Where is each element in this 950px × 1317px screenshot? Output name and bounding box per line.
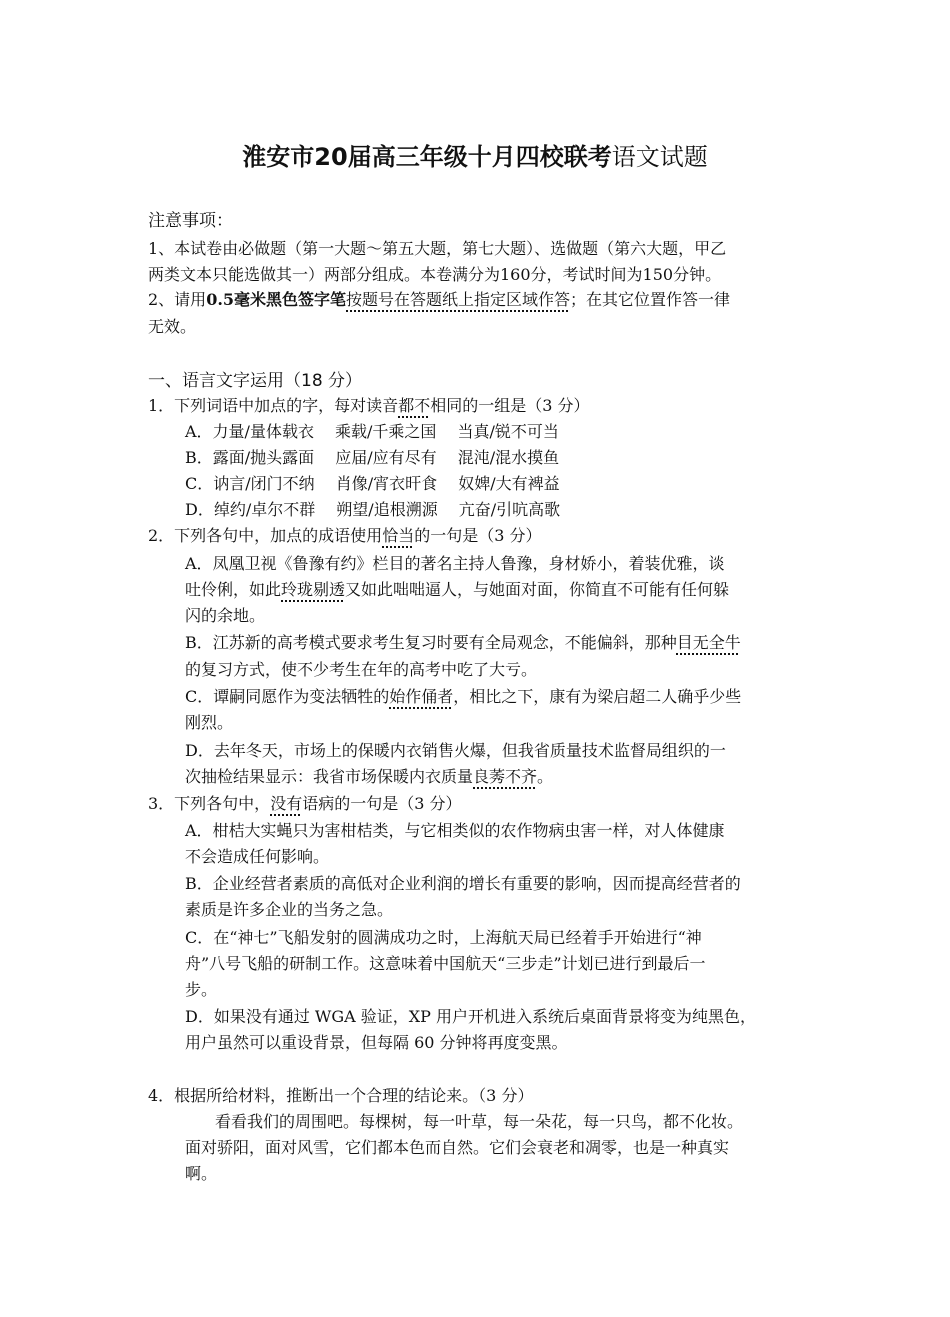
exam-title — [0, 137, 950, 172]
q1-stem-pre: 1．下列词语中加点的字，每对读音 — [148, 396, 399, 415]
q1-stem-post: 相同的一组是（3 分） — [430, 396, 590, 415]
q2-c1-pre: C．谭嗣同愿作为变法牺牲的 — [185, 687, 390, 706]
q2-c1-dot: 始作俑者 — [389, 687, 454, 706]
q2-b-line2: 的复习方式，使不少考生在年的高考中吃了大亏。 — [185, 660, 538, 679]
q2-stem-pre: 2．下列各句中，加点的成语使用 — [148, 526, 383, 545]
q2-c-line2: 刚烈。 — [185, 713, 234, 732]
q3-b-line1: B．企业经营者素质的高低对企业利润的增长有重要的影响，因而提高经营者的 — [185, 874, 741, 893]
q2-a-line3: 闪的余地。 — [185, 606, 266, 625]
q3-stem-pre: 3．下列各句中， — [148, 794, 271, 813]
q1-stem-dot: 都不 — [398, 396, 431, 415]
q1-option-a: A．力量/量体载衣 乘载/千乘之国 当真/锐不可当 — [185, 422, 559, 441]
q3-a-line2: 不会造成任何影响。 — [185, 847, 330, 866]
q3-b-line2: 素质是许多企业的当务之急。 — [185, 900, 394, 919]
q2-b-line1 — [185, 632, 741, 654]
notice-item2-dotted: 按题号在答题纸上指定区域作答 — [346, 290, 571, 309]
q1-option-b: B．露面/抛头露面 应届/应有尽有 混沌/混水摸鱼 — [185, 448, 560, 467]
q2-a2-dot: 玲珑剔透 — [281, 580, 346, 599]
exam-title-normal: 语文试题 — [611, 143, 708, 171]
q3-d-line1: D．如果没有通过 WGA 验证，XP 用户开机进入系统后桌面背景将变为纯黑色， — [185, 1007, 757, 1026]
q3-a-line1: A．柑桔大实蝇只为害柑桔类，与它相类似的农作物病虫害一样，对人体健康 — [185, 821, 725, 840]
q2-d2-post: 。 — [537, 767, 554, 786]
q2-d2-pre: 次抽检结果显示：我省市场保暖内衣质量 — [185, 767, 474, 786]
exam-title-bold: 淮安市20届高三年级十月四校联考 — [242, 143, 612, 171]
q4-passage-line2: 面对骄阳，面对风雪，它们都本色而自然。它们会衰老和凋零，也是一种真实 — [185, 1138, 730, 1157]
q3-stem — [148, 793, 461, 815]
q2-a2-pre: 吐伶俐，如此 — [185, 580, 282, 599]
q2-d2-dot: 良莠不齐 — [473, 767, 538, 786]
q2-c1-post: ，相比之下，康有为梁启超二人确乎少些 — [453, 687, 742, 706]
notice-item2-bold: 0.5毫米黑色签字笔 — [206, 290, 347, 309]
notice-item1-line2: 两类文本只能选做其一）两部分组成。本卷满分为160分，考试时间为150分钟。 — [148, 265, 722, 284]
notice-item2-line1 — [148, 289, 730, 311]
q3-d-line2: 用户虽然可以重设背景，但每隔 60 分钟将再度变黑。 — [185, 1033, 568, 1052]
q3-c-line2: 舟”八号飞船的研制工作。这意味着中国航天“三步走”计划已进行到最后一 — [185, 954, 706, 973]
q1-option-c: C．讷言/闭门不纳 肖像/宵衣旰食 奴婢/大有裨益 — [185, 474, 560, 493]
notice-item2-pre: 2、请用 — [148, 290, 207, 309]
q1-option-d: D．绰约/卓尔不群 朔望/追根溯源 亢奋/引吭高歌 — [185, 500, 561, 519]
q2-a-line2 — [185, 579, 729, 601]
q3-stem-post: 语病的一句是（3 分） — [302, 794, 462, 813]
q3-stem-dot: 没有 — [270, 794, 303, 813]
q3-c-line1: C．在“神七”飞船发射的圆满成功之时，上海航天局已经着手开始进行“神 — [185, 928, 702, 947]
q2-a-line1: A．凤凰卫视《鲁豫有约》栏目的著名主持人鲁豫，身材娇小，着装优雅，谈 — [185, 554, 725, 573]
q4-passage-line1: 看看我们的周围吧。每棵树，每一叶草，每一朵花，每一只鸟，都不化妆。 — [215, 1112, 744, 1131]
q2-d-line1: D．去年冬天，市场上的保暖内衣销售火爆，但我省质量技术监督局组织的一 — [185, 741, 726, 760]
q1-stem — [148, 395, 589, 417]
notice-item2-line2: 无效。 — [148, 317, 197, 336]
q3-c-line3: 步。 — [185, 980, 218, 999]
q4-stem: 4．根据所给材料，推断出一个合理的结论来。（3 分） — [148, 1086, 534, 1105]
q2-stem-post: 的一句是（3 分） — [414, 526, 542, 545]
q2-a2-post: 又如此咄咄逼人，与她面对面，你简直不可能有任何躲 — [345, 580, 730, 599]
q2-d-line2 — [185, 766, 553, 788]
section1-heading: 一、语言文字运用（18 分） — [148, 371, 363, 391]
q2-stem-dot: 恰当 — [382, 526, 415, 545]
q2-stem — [148, 525, 541, 547]
q2-b1-pre: B．江苏新的高考模式要求考生复习时要有全局观念，不能偏斜，那种 — [185, 633, 677, 652]
notice-item2-post: ；在其它位置作答一律 — [570, 290, 731, 309]
q2-c-line1 — [185, 686, 741, 708]
notice-item1-line1: 1、本试卷由必做题（第一大题～第五大题，第七大题）、选做题（第六大题，甲乙 — [148, 239, 727, 258]
notice-heading: 注意事项： — [148, 211, 233, 231]
q4-passage-line3: 啊。 — [185, 1164, 218, 1183]
q2-b1-dot: 目无全牛 — [676, 633, 741, 652]
